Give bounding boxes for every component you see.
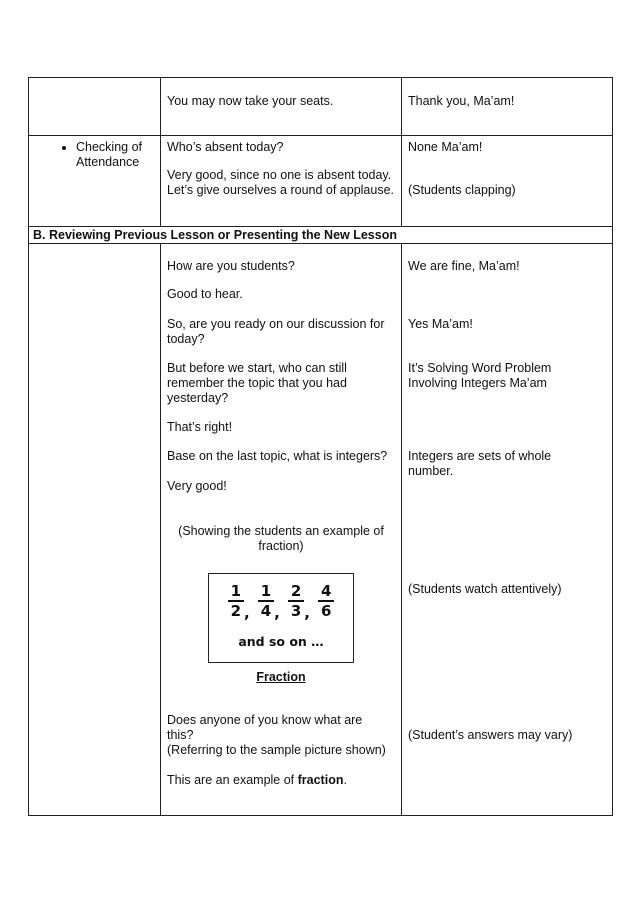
fraction-row [209, 582, 353, 622]
teacher-text: (Referring to the sample picture shown) [167, 743, 386, 757]
table-border-left [28, 77, 29, 816]
activity-label: Checking of [76, 140, 143, 154]
column-divider [401, 243, 402, 816]
sentence-start: This are an example of [167, 773, 298, 787]
student-text: None Ma’am! [408, 140, 483, 154]
numerator: 1 [228, 582, 244, 602]
column-divider [401, 77, 402, 227]
fraction [258, 582, 274, 620]
teacher-text [167, 773, 347, 788]
denominator: 3 [290, 602, 302, 620]
row-divider [28, 226, 613, 227]
student-text: (Students watch attentively) [408, 582, 562, 596]
student-text: (Student’s answers may vary) [408, 728, 573, 742]
teacher-text: So, are you ready on our discussion for [167, 317, 385, 331]
teacher-text: Very good! [167, 479, 227, 493]
table-border-bottom [28, 815, 613, 816]
teacher-text: this? [167, 728, 194, 742]
activity-label: Attendance [76, 155, 140, 169]
teacher-text: Does anyone of you know what are [167, 713, 363, 727]
fraction [228, 582, 244, 620]
row-divider [28, 135, 613, 136]
numerator: 4 [318, 582, 334, 602]
section-heading: B. Reviewing Previous Lesson or Presenting the New Lesson [33, 228, 397, 242]
teacher-text: That’s right! [167, 420, 233, 434]
column-divider [160, 77, 161, 227]
bullet-icon [62, 146, 66, 150]
figure-caption: Fraction [256, 670, 306, 684]
student-text: number. [408, 464, 454, 478]
separator: , [244, 604, 250, 622]
fraction [288, 582, 304, 620]
student-text: It’s Solving Word Problem [408, 361, 552, 375]
student-text: Yes Ma’am! [408, 317, 473, 331]
teacher-text: Let’s give ourselves a round of applause. [167, 183, 395, 197]
teacher-text: Who’s absent today? [167, 140, 284, 154]
and-so-on-text: and so on … [238, 634, 324, 649]
student-text: (Students clapping) [408, 183, 516, 197]
teacher-text: fraction) [258, 539, 304, 553]
teacher-text: Base on the last topic, what is integers? [167, 449, 388, 463]
separator: , [304, 604, 310, 622]
teacher-text: (Showing the students an example of [178, 524, 384, 538]
teacher-text: How are you students? [167, 259, 295, 273]
fraction-figure [208, 573, 354, 663]
denominator: 2 [230, 602, 241, 620]
teacher-text: Very good, since no one is absent today. [167, 168, 392, 182]
denominator: 6 [320, 602, 332, 620]
teacher-text: Good to hear. [167, 287, 243, 301]
separator: , [274, 604, 280, 622]
sentence-end: . [343, 773, 347, 787]
student-text: We are fine, Ma’am! [408, 259, 520, 273]
student-text: Integers are sets of whole [408, 449, 552, 463]
numerator: 2 [288, 582, 304, 602]
student-text: Involving Integers Ma’am [408, 376, 547, 390]
teacher-text: remember the topic that you had [167, 376, 347, 390]
teacher-text: yesterday? [167, 391, 229, 405]
numerator: 1 [258, 582, 274, 602]
fraction [318, 582, 334, 620]
teacher-text: But before we start, who can still [167, 361, 347, 375]
student-text: Thank you, Ma’am! [408, 94, 515, 108]
denominator: 4 [260, 602, 272, 620]
teacher-text: You may now take your seats. [167, 94, 334, 108]
teacher-text: today? [167, 332, 205, 346]
table-border-top [28, 77, 613, 78]
keyword: fraction [297, 773, 344, 787]
table-border-right [612, 77, 613, 816]
row-divider [28, 243, 613, 244]
